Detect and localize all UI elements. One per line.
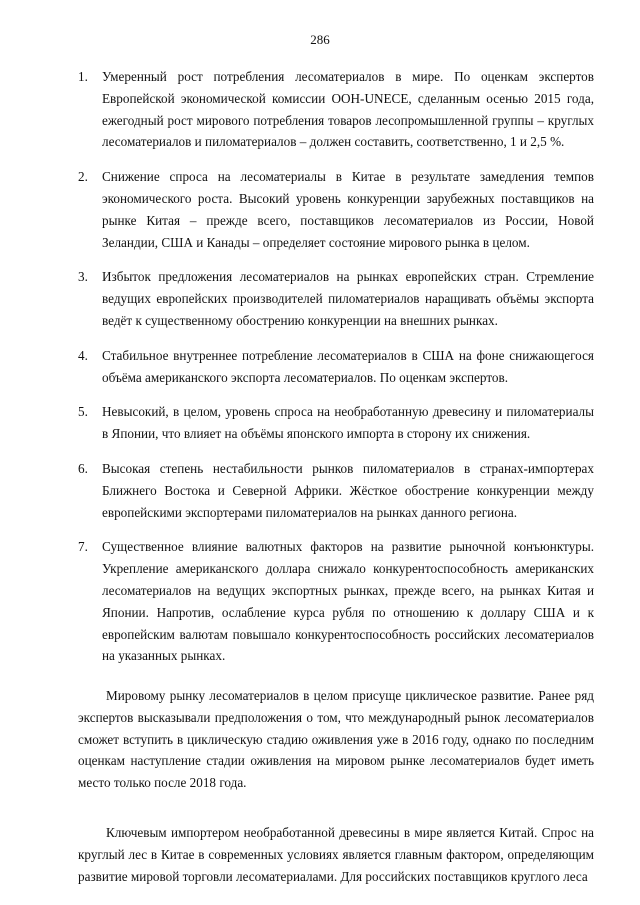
list-item-text: Невысокий, в целом, уровень спроса на необработанную древесину и пиломатериалы в Японии, что влияет на объёмы японского импорта в сторону их снижения. xyxy=(102,404,594,442)
list-item-number: 4. xyxy=(78,347,88,363)
list-item-text: Снижение спроса на лесоматериалы в Китае в результате замедления темпов экономического роста. Высокий уровень конкуренции зарубежных поставщиков на рынке Китая – прежде всего, поставщиков лесоматериалов из России, Новой Зеландии, США и Канады – определяет состояние мирового рынка в целом. xyxy=(102,169,594,250)
list-item-number: 7. xyxy=(78,539,88,555)
list-item-text: Существенное влияние валютных факторов на развитие рыночной конъюнктуры. Укрепление американского доллара снижало конкурентоспособность американских лесоматериалов на ведущих экспортных рынках, прежде всего, на рынках Китая и Японии. Напротив, ослабление курса рубля по отношению к доллару США и к европейским валютам повышало конкурентоспособность российских лесоматериалов на указанных рынках. xyxy=(102,539,594,664)
list-item-number: 1. xyxy=(78,69,88,84)
list-item-number: 5. xyxy=(78,404,88,420)
list-item-text: Стабильное внутреннее потребление лесоматериалов в США на фоне снижающегося объёма американского экспорта лесоматериалов. По оценкам экспертов. xyxy=(102,347,594,385)
list-item xyxy=(78,166,594,253)
list-item-text: Умеренный рост потребления лесоматериалов в мире. По оценкам экспертов Европейской экономической комиссии ООН-UNECE, сделанным осенью 2015 года, ежегодный рост мирового потребления товаров лесопромышленной группы – круглых лесоматериалов и пиломатериалов – должен составить, соответственно, 1 и 2,5 %. xyxy=(102,69,594,150)
list-item-text: Высокая степень нестабильности рынков пиломатериалов в странах-импортерах Ближнего Востока и Северной Африки. Жёсткое обострение конкуренции между европейскими экспортерами пиломатериалов на рынках данного региона. xyxy=(102,460,594,520)
body-paragraph: Ключевым импортером необработанной древесины в мире является Китай. Спрос на круглый лес в Китае в современных условиях является главным фактором, определяющим развитие мировой торговли лесоматериалами. Для российских поставщиков круглого леса xyxy=(78,825,594,884)
list-item xyxy=(78,401,594,445)
body-paragraph: Мировому рынку лесоматериалов в целом присуще циклическое развитие. Ранее ряд экспертов высказывали предположения о том, что международный рынок лесоматериалов сможет вступить в циклическую стадию оживления уже в 2016 году, однако по последним оценкам наступление стадии оживления на мировом рынке лесоматериалов будет иметь место только после 2018 года. xyxy=(78,688,594,791)
list-item xyxy=(78,345,594,389)
page-number: 286 xyxy=(310,32,330,47)
list-item xyxy=(78,458,594,523)
list-item xyxy=(78,536,594,667)
list-item-text: Избыток предложения лесоматериалов на рынках европейских стран. Стремление ведущих европейских производителей пиломатериалов наращивать объёмы экспорта ведёт к существенному обострению конкуренции на внешних рынках. xyxy=(102,269,594,328)
list-item-number: 6. xyxy=(78,460,88,476)
list-item-number: 2. xyxy=(78,169,88,185)
list-item-number: 3. xyxy=(78,269,88,285)
numbered-list xyxy=(78,66,594,680)
list-item xyxy=(78,266,594,331)
list-item xyxy=(78,66,594,153)
